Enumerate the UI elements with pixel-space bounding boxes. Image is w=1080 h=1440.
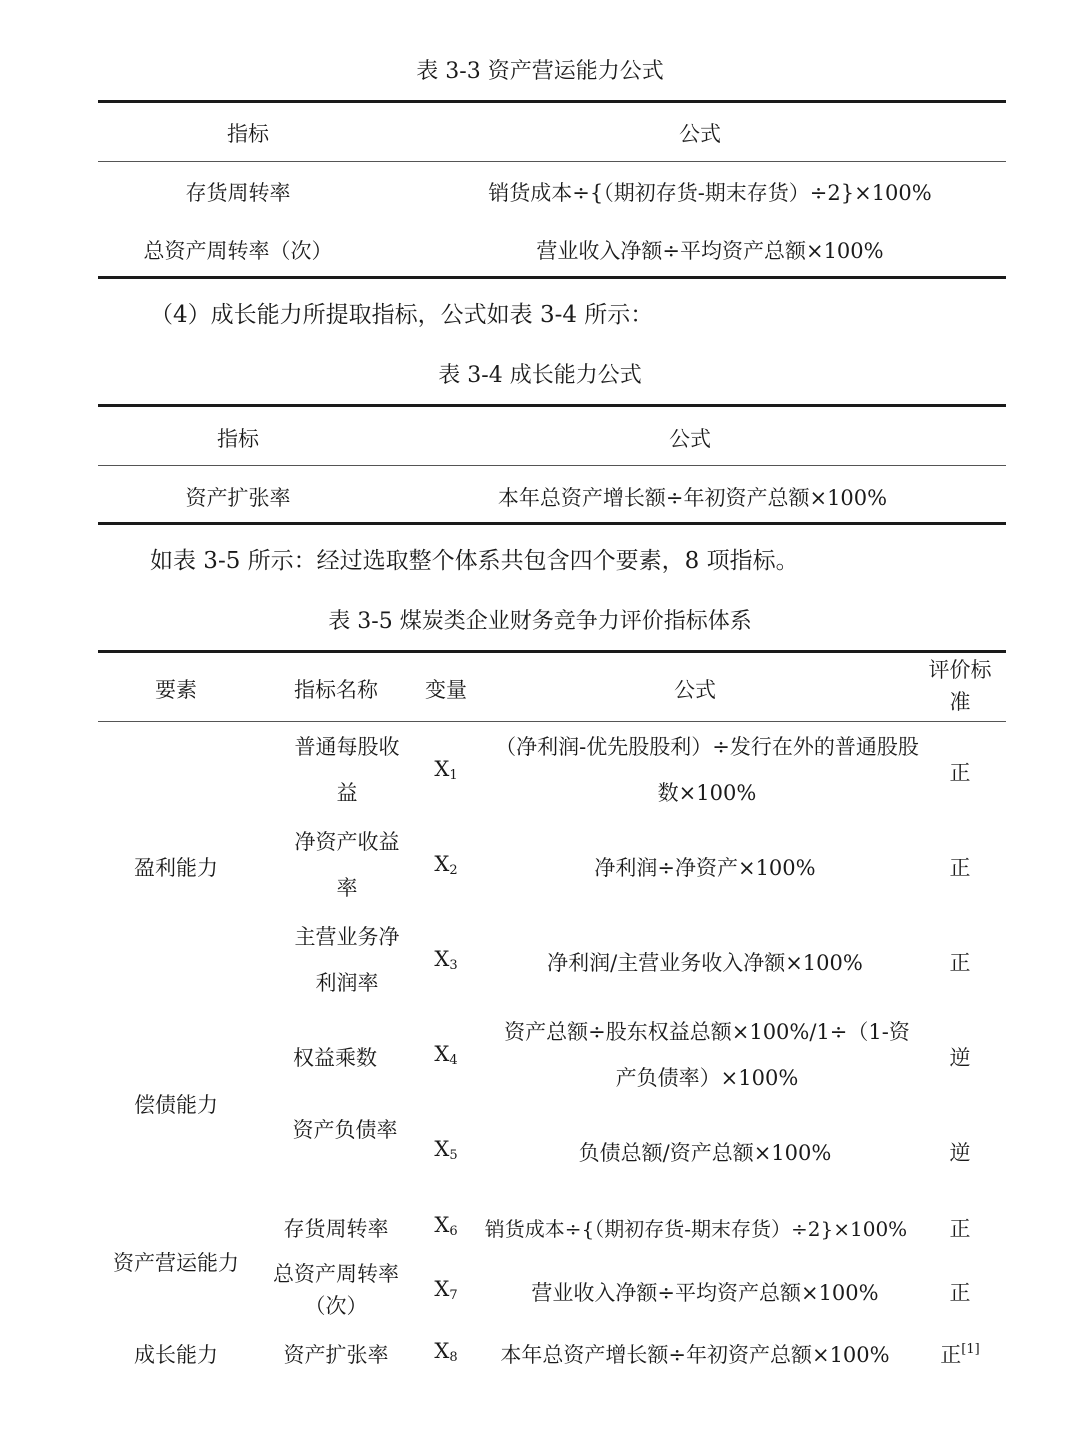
table-row-x5-standard: 逆: [949, 1141, 971, 1165]
table-row-x5-formula: 负债总额/资产总额×100%: [578, 1141, 832, 1165]
table-3-5-header-variable: 变量: [425, 678, 467, 702]
table-3-4-header-rule: [98, 465, 1006, 466]
table-row-x1-indicator: 普通每股收益: [294, 735, 400, 805]
table-row-x6-standard: 正: [949, 1217, 971, 1241]
group-label-solvency: 偿债能力: [134, 1093, 218, 1117]
table-3-5-header-indicator: 指标名称: [294, 678, 378, 702]
table-3-5-header-element: 要素: [155, 678, 197, 702]
table-3-5-caption: 表 3-5 煤炭类企业财务竞争力评价指标体系: [328, 609, 752, 634]
table-row-x7-indicator: 总资产周转率（次）: [273, 1262, 399, 1318]
table-row-x6-indicator: 存货周转率: [283, 1217, 389, 1241]
table-3-5-top-rule: [98, 650, 1006, 653]
table-row-x3-formula: 净利润/主营业务收入净额×100%: [547, 951, 863, 975]
table-3-5-header-formula: 公式: [674, 678, 716, 702]
table-row-x8-variable: $X_8$: [434, 1339, 458, 1365]
table-3-4-header-formula: 公式: [669, 427, 711, 451]
group-label-profitability: 盈利能力: [134, 856, 218, 880]
table-3-3-row-2-formula: 营业收入净额÷平均资产总额×100%: [536, 239, 884, 263]
table-3-4-bottom-rule: [98, 522, 1006, 525]
table-row-x3-indicator: 主营业务净利润率: [294, 925, 400, 995]
table-3-4-top-rule: [98, 404, 1006, 407]
table-row-x2-variable: $X_2$: [434, 852, 458, 878]
table-row-x4-variable: $X_4$: [434, 1042, 458, 1068]
table-row-x5-variable: $X_5$: [434, 1137, 458, 1163]
table-3-5-header-standard: 评价标准: [928, 658, 992, 714]
table-row-x4-formula: 资产总额÷股东权益总额×100%/1÷（1-资产负债率）×100%: [504, 1020, 910, 1090]
table-3-4-row-1-formula: 本年总资产增长额÷年初资产总额×100%: [497, 486, 888, 510]
table-row-x1-standard: 正: [949, 761, 971, 785]
table-row-x6-formula: 销货成本÷{（期初存货-期末存货）÷2}×100%: [484, 1217, 908, 1241]
table-row-x8-standard: 正[1]: [940, 1342, 980, 1367]
table-3-3-header-rule: [98, 161, 1006, 162]
paragraph-indicator-system: 如表 3-5 所示：经过选取整个体系共包含四个要素，8 项指标。: [150, 548, 799, 574]
table-3-3-header-indicator: 指标: [227, 122, 269, 146]
table-3-3-bottom-rule: [98, 276, 1006, 279]
table-3-4-caption: 表 3-4 成长能力公式: [438, 363, 642, 388]
table-row-x7-formula: 营业收入净额÷平均资产总额×100%: [531, 1281, 879, 1305]
table-3-5-header-rule: [98, 721, 1006, 722]
table-3-3-caption: 表 3-3 资产营运能力公式: [416, 59, 664, 84]
table-row-x2-formula: 净利润÷净资产×100%: [594, 856, 816, 880]
table-row-x6-variable: $X_6$: [434, 1213, 458, 1239]
table-row-x7-variable: $X_7$: [434, 1277, 458, 1303]
table-row-x2-indicator: 净资产收益率: [294, 830, 400, 900]
paragraph-growth-ability: （4）成长能力所提取指标，公式如表 3-4 所示：: [150, 302, 654, 328]
table-3-4-row-1-name: 资产扩张率: [185, 486, 291, 510]
table-row-x1-variable: $X_1$: [434, 757, 458, 783]
table-3-4-header-indicator: 指标: [217, 427, 259, 451]
table-row-x8-formula: 本年总资产增长额÷年初资产总额×100%: [500, 1343, 890, 1367]
table-row-x3-variable: $X_3$: [434, 947, 458, 973]
table-3-3-top-rule: [98, 100, 1006, 103]
group-label-growth: 成长能力: [134, 1343, 218, 1367]
table-row-x5-indicator: 资产负债率: [292, 1118, 398, 1142]
table-3-3-row-2-name: 总资产周转率（次）: [143, 239, 333, 263]
table-3-3-header-formula: 公式: [679, 122, 721, 146]
table-row-x4-standard: 逆: [949, 1046, 971, 1070]
table-row-x1-formula: （净利润-优先股股利）÷发行在外的普通股股数×100%: [495, 735, 919, 805]
table-row-x4-indicator: 权益乘数: [293, 1046, 377, 1070]
table-3-3-row-1-formula: 销货成本÷{（期初存货-期末存货）÷2}×100%: [488, 181, 932, 205]
group-label-operation: 资产营运能力: [113, 1251, 239, 1275]
footnote-reference[interactable]: [1]: [961, 1342, 980, 1357]
table-row-x2-standard: 正: [949, 856, 971, 880]
table-row-x7-standard: 正: [949, 1281, 971, 1305]
table-row-x8-indicator: 资产扩张率: [283, 1343, 389, 1367]
table-row-x3-standard: 正: [949, 951, 971, 975]
table-3-3-row-1-name: 存货周转率: [185, 181, 291, 205]
